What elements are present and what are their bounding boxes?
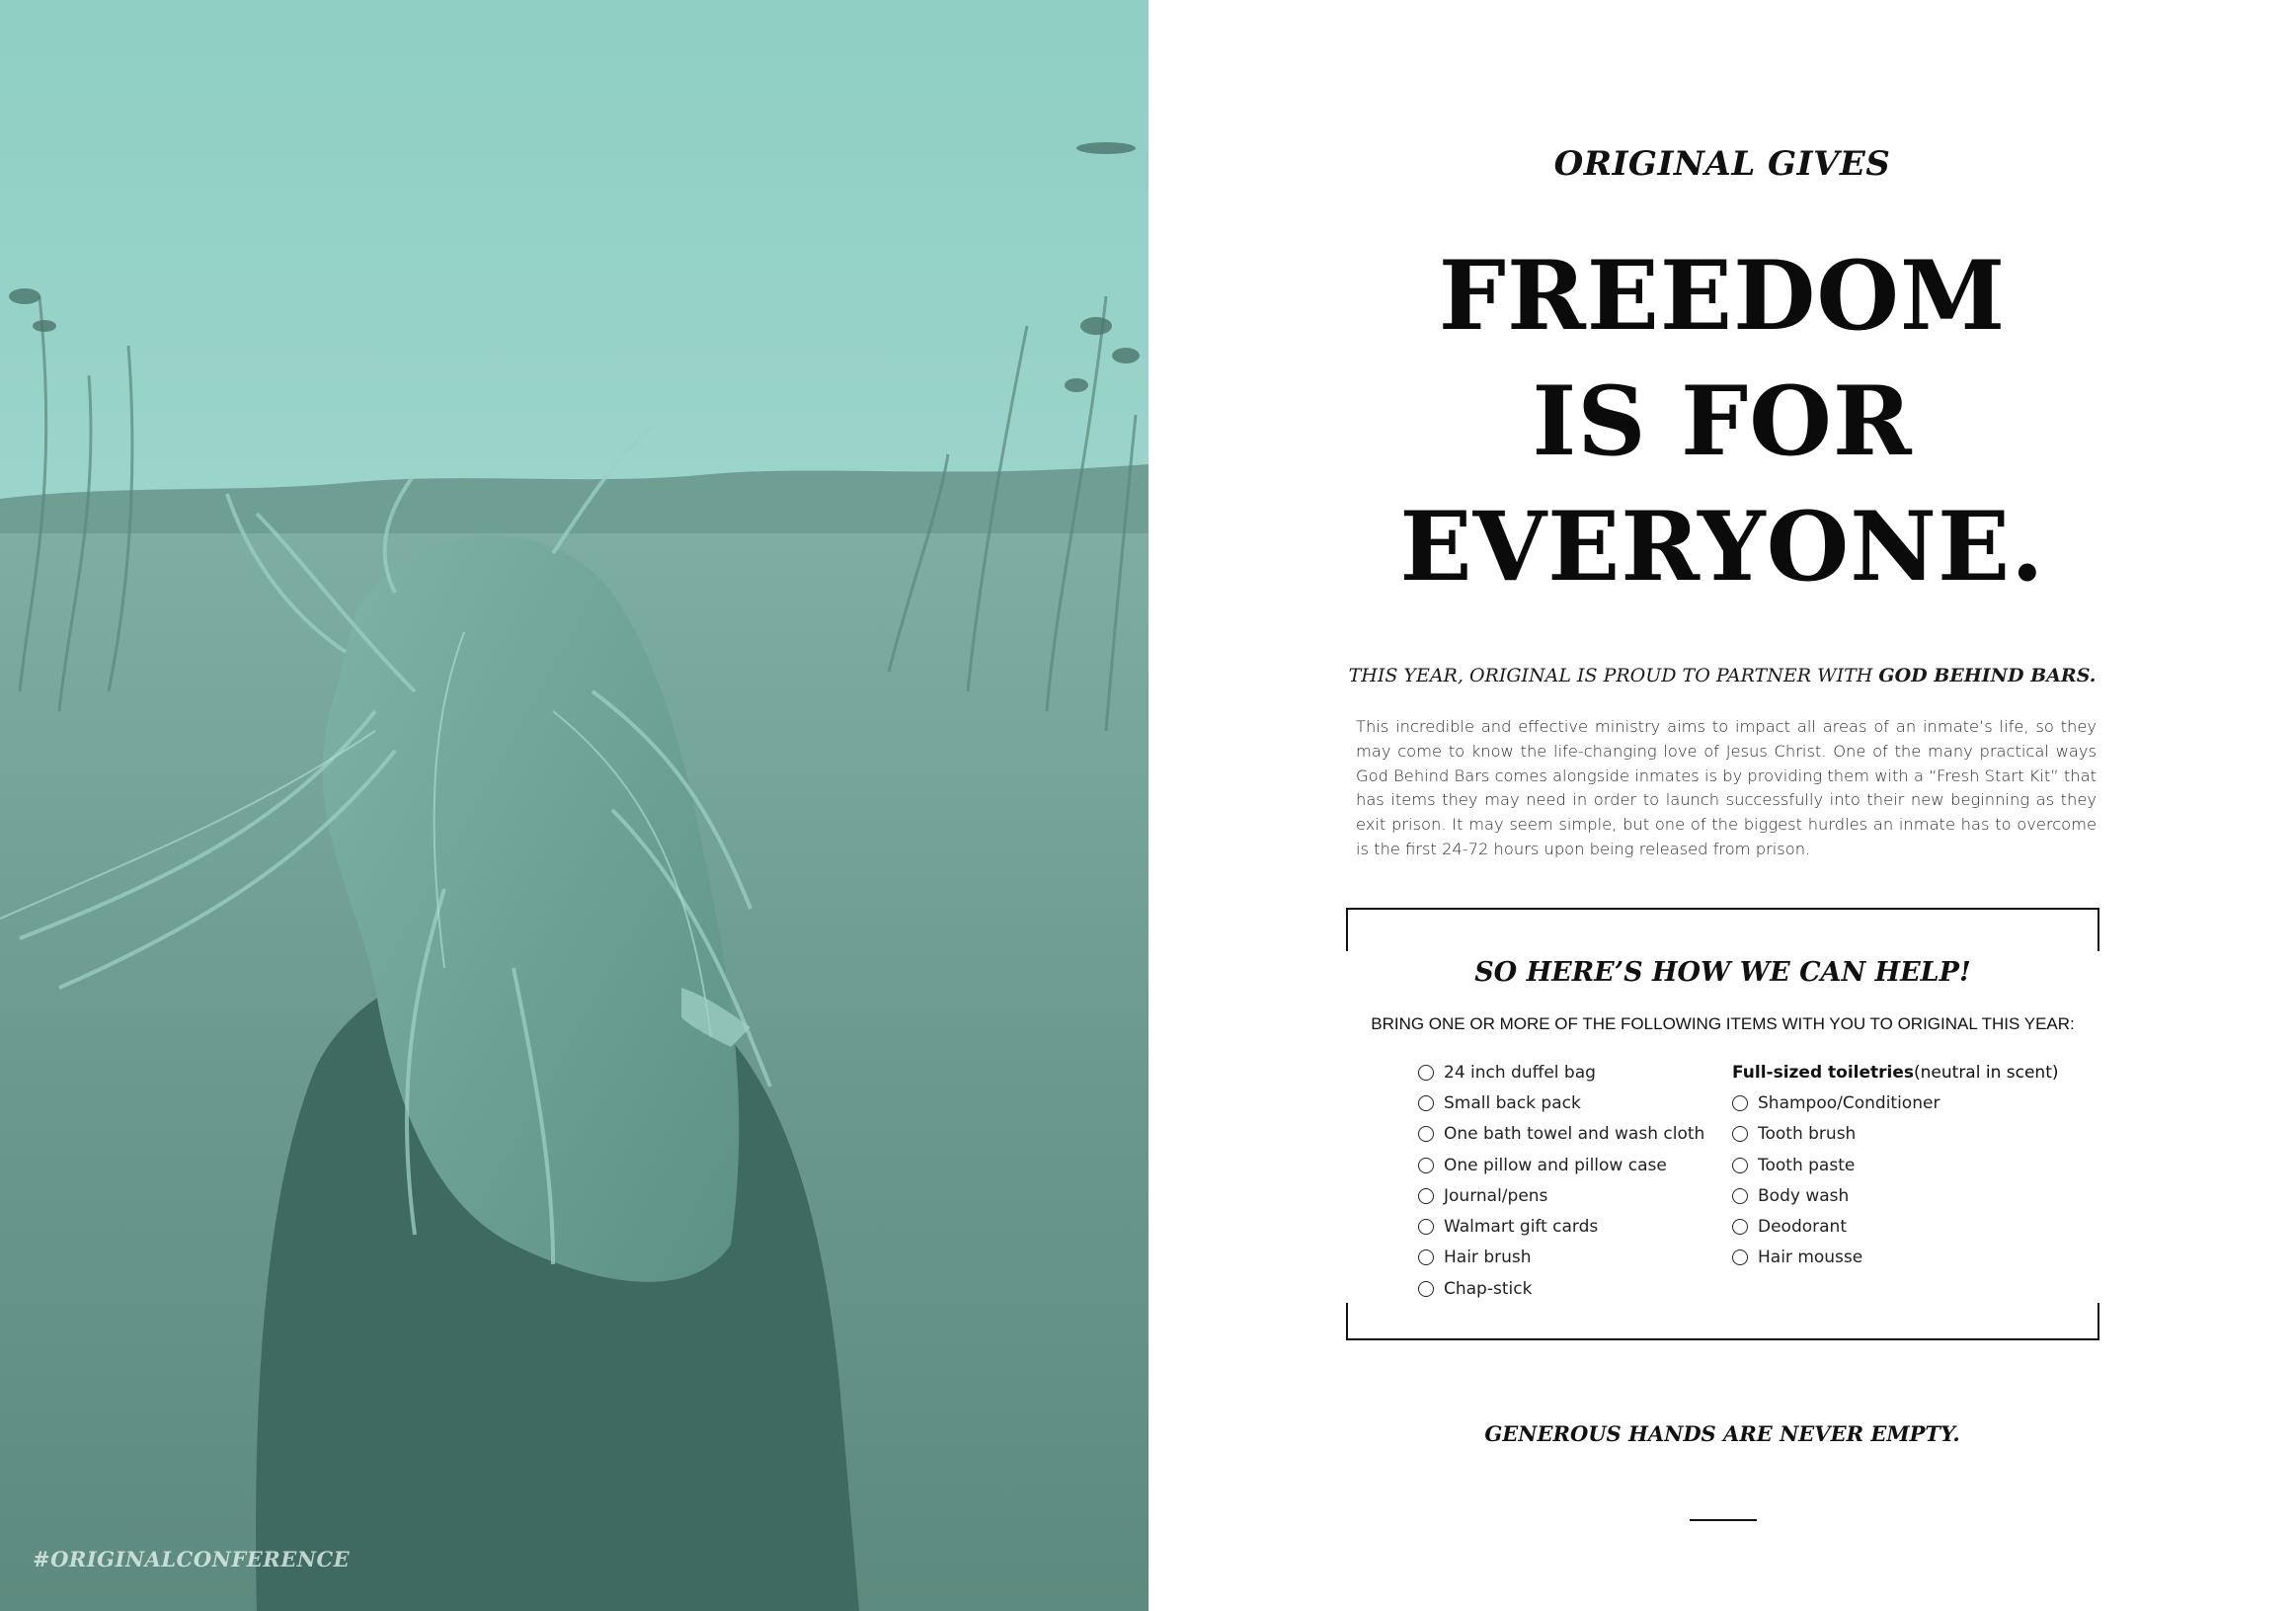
checklist-item-label: One bath towel and wash cloth <box>1444 1124 1705 1145</box>
article-panel <box>1148 0 2296 1611</box>
checklist-item-label: Hair brush <box>1444 1248 1532 1268</box>
partner-prefix: THIS YEAR, ORIGINAL IS PROUD TO PARTNER WITH <box>1348 665 1879 686</box>
headline-line: EVERYONE. <box>1399 491 2045 603</box>
checklist-item[interactable] <box>1732 1211 2059 1242</box>
headline-line: FREEDOM <box>1438 240 2007 352</box>
checkbox-circle-icon[interactable] <box>1732 1095 1748 1111</box>
checklist-item-label: Hair mousse <box>1758 1248 1863 1268</box>
checkbox-circle-icon[interactable] <box>1732 1158 1748 1173</box>
checklist-item[interactable] <box>1418 1087 1704 1118</box>
checkbox-circle-icon[interactable] <box>1418 1126 1434 1142</box>
checklist-item-label: Tooth paste <box>1758 1155 1856 1175</box>
help-title: SO HERE’S HOW WE CAN HELP! <box>1474 957 1971 988</box>
checklist-item-label: Journal/pens <box>1444 1185 1548 1206</box>
checklist-item[interactable] <box>1732 1119 2059 1150</box>
checklist-item[interactable] <box>1418 1180 1704 1211</box>
checklist-item-label: Tooth brush <box>1758 1124 1857 1145</box>
checkbox-circle-icon[interactable] <box>1418 1065 1434 1081</box>
checklist-item[interactable] <box>1418 1119 1704 1150</box>
checkbox-circle-icon[interactable] <box>1732 1249 1748 1265</box>
hashtag: #ORIGINALCONFERENCE <box>33 1547 351 1571</box>
checklist-item[interactable] <box>1418 1057 1704 1087</box>
checkbox-circle-icon[interactable] <box>1732 1126 1748 1142</box>
checklist-item-label: One pillow and pillow case <box>1444 1155 1667 1175</box>
help-box <box>1346 908 2099 1340</box>
checklist-item-label: Chap-stick <box>1444 1278 1533 1299</box>
checkbox-circle-icon[interactable] <box>1732 1219 1748 1235</box>
checklist-left <box>1418 1057 1704 1304</box>
checkbox-circle-icon[interactable] <box>1418 1219 1434 1235</box>
body-paragraph: This incredible and effective ministry aims to impact all areas of an inmate’s life, so they may come to know the life-changing love of Jesus Christ. One of the many practical ways God Behind Bars comes alongside inmates is by providing them with a “Fresh Start Kit” that has items they may need in order to launch successfully into their new beginning as they exit prison. It may seem simple, but one of the biggest hurdles an inmate has to overcome is the first 24-72 hours upon being released from prison. <box>1356 717 2097 858</box>
toiletries-heading-note: (neutral in scent) <box>1914 1062 2059 1083</box>
checkbox-circle-icon[interactable] <box>1418 1158 1434 1173</box>
partner-name: GOD BEHIND BARS. <box>1878 665 2097 686</box>
section-kicker: ORIGINAL GIVES <box>1553 144 1891 184</box>
checkbox-circle-icon[interactable] <box>1732 1188 1748 1204</box>
checklist-item[interactable] <box>1732 1243 2059 1273</box>
bracket-bottom <box>1346 1303 2099 1340</box>
headline-line: IS FOR <box>1532 365 1913 477</box>
checklist-right <box>1732 1057 2059 1273</box>
checklist-item[interactable] <box>1732 1087 2059 1118</box>
checkbox-circle-icon[interactable] <box>1418 1281 1434 1297</box>
checklist-item[interactable] <box>1732 1150 2059 1180</box>
checklist-item-label: Walmart gift cards <box>1444 1217 1599 1238</box>
checklist-item-label: Shampoo/Conditioner <box>1758 1092 1940 1113</box>
toiletries-heading-strong: Full-sized toiletries <box>1732 1062 1915 1083</box>
checklist-item-label: Small back pack <box>1444 1092 1581 1113</box>
partner-line <box>1148 665 2296 686</box>
sky <box>0 0 1148 514</box>
checklist-item[interactable] <box>1418 1243 1704 1273</box>
checklist-item[interactable] <box>1418 1211 1704 1242</box>
checklist-item[interactable] <box>1418 1273 1704 1304</box>
checkbox-circle-icon[interactable] <box>1418 1188 1434 1204</box>
headline <box>1148 233 2296 609</box>
divider-rule <box>1690 1519 1757 1521</box>
tagline: GENEROUS HANDS ARE NEVER EMPTY. <box>1484 1421 1960 1446</box>
checklist-item-label: Deodorant <box>1758 1217 1847 1238</box>
checkbox-circle-icon[interactable] <box>1418 1095 1434 1111</box>
help-instruction: BRING ONE OR MORE OF THE FOLLOWING ITEMS WITH YOU TO ORIGINAL THIS YEAR: <box>1371 1014 2075 1033</box>
toiletries-heading <box>1732 1057 2059 1087</box>
checklist-item[interactable] <box>1732 1180 2059 1211</box>
checklist-item-label: Body wash <box>1758 1185 1850 1206</box>
checklist-item-label: 24 inch duffel bag <box>1444 1062 1596 1083</box>
checkbox-circle-icon[interactable] <box>1418 1249 1434 1265</box>
bracket-top <box>1346 908 2099 951</box>
checklist-item[interactable] <box>1418 1150 1704 1180</box>
